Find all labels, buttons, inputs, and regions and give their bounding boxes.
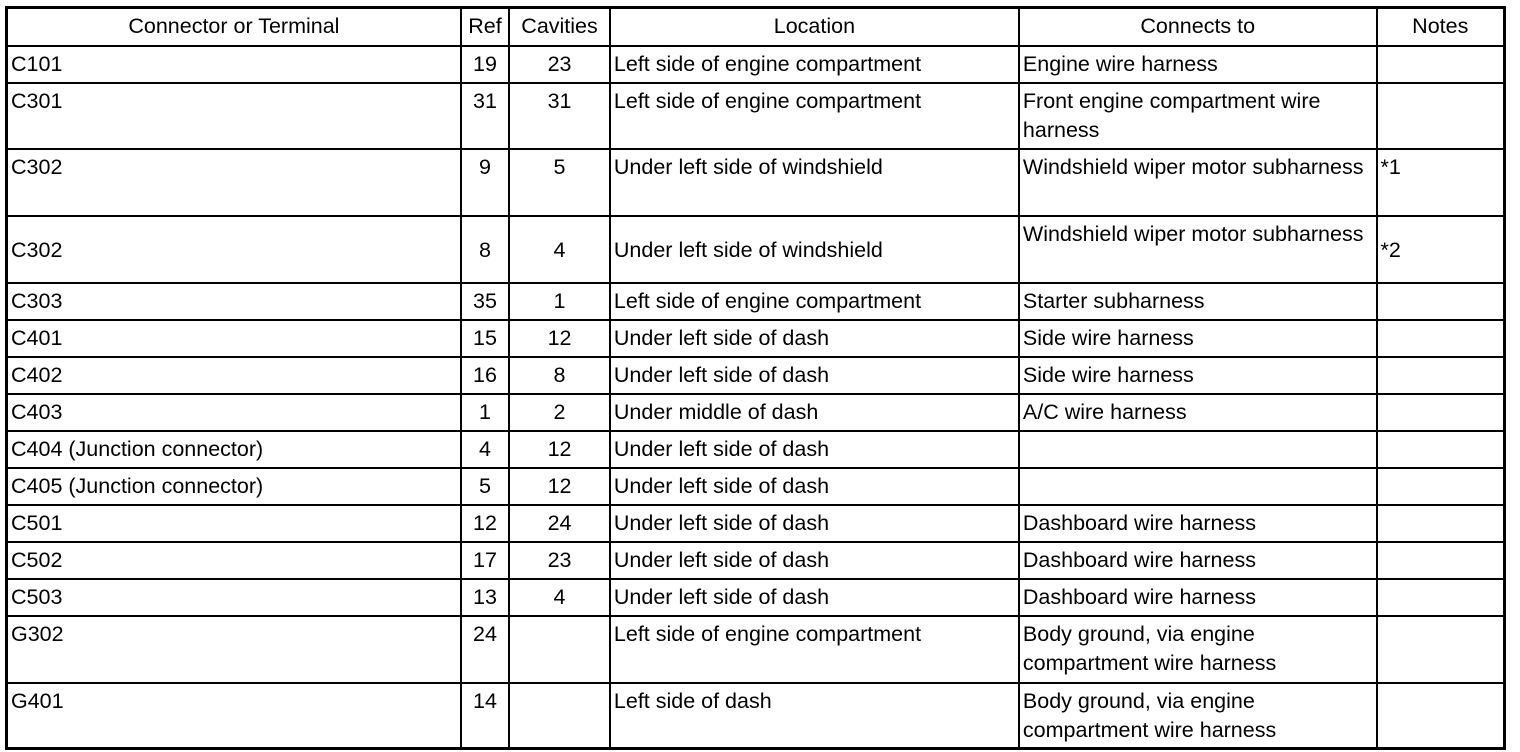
header-ref: Ref <box>461 8 509 46</box>
connector-cell: C302 <box>7 149 461 216</box>
connects-to-cell: Engine wire harness <box>1019 46 1377 83</box>
location-cell: Left side of engine compartment <box>610 616 1019 683</box>
table-row <box>7 320 1505 357</box>
connector-cell: C403 <box>7 394 461 431</box>
cavities-cell <box>509 616 610 683</box>
connector-cell: C402 <box>7 357 461 394</box>
connects-to-cell: Dashboard wire harness <box>1019 542 1377 579</box>
connects-to-cell: Side wire harness <box>1019 357 1377 394</box>
table-row <box>7 683 1505 749</box>
cavities-cell: 2 <box>509 394 610 431</box>
table-row <box>7 616 1505 683</box>
connector-cell: C405 (Junction connector) <box>7 468 461 505</box>
table-row <box>7 149 1505 216</box>
connector-cell: C301 <box>7 83 461 149</box>
notes-cell: *1 <box>1377 149 1505 216</box>
ref-cell: 13 <box>461 579 509 616</box>
ref-cell: 19 <box>461 46 509 83</box>
notes-cell <box>1377 542 1505 579</box>
location-cell: Under left side of windshield <box>610 216 1019 283</box>
connector-cell: C302 <box>7 216 461 283</box>
table-row <box>7 83 1505 149</box>
location-cell: Left side of engine compartment <box>610 83 1019 149</box>
table-row <box>7 505 1505 542</box>
notes-cell <box>1377 616 1505 683</box>
notes-cell <box>1377 431 1505 468</box>
header-connects-to: Connects to <box>1019 8 1377 46</box>
notes-cell <box>1377 683 1505 749</box>
location-cell: Under left side of dash <box>610 320 1019 357</box>
notes-cell <box>1377 46 1505 83</box>
notes-cell <box>1377 468 1505 505</box>
cavities-cell: 4 <box>509 216 610 283</box>
cavities-cell: 31 <box>509 83 610 149</box>
cavities-cell: 12 <box>509 468 610 505</box>
table-row <box>7 431 1505 468</box>
notes-cell <box>1377 394 1505 431</box>
connector-cell: C404 (Junction connector) <box>7 431 461 468</box>
connects-to-cell: Dashboard wire harness <box>1019 579 1377 616</box>
connects-to-cell: Body ground, via engine compartment wire harness <box>1019 616 1377 683</box>
header-location: Location <box>610 8 1019 46</box>
location-cell: Under left side of dash <box>610 431 1019 468</box>
location-cell: Under left side of windshield <box>610 149 1019 216</box>
connector-table <box>5 6 1506 750</box>
location-cell: Under left side of dash <box>610 505 1019 542</box>
ref-cell: 1 <box>461 394 509 431</box>
location-cell: Under left side of dash <box>610 579 1019 616</box>
header-notes: Notes <box>1377 8 1505 46</box>
notes-cell <box>1377 83 1505 149</box>
notes-cell <box>1377 357 1505 394</box>
table-row <box>7 46 1505 83</box>
header-row <box>7 8 1505 46</box>
table-row <box>7 357 1505 394</box>
ref-cell: 4 <box>461 431 509 468</box>
ref-cell: 31 <box>461 83 509 149</box>
connects-to-cell: A/C wire harness <box>1019 394 1377 431</box>
ref-cell: 24 <box>461 616 509 683</box>
header-cavities: Cavities <box>509 8 610 46</box>
connects-to-cell: Front engine compartment wire harness <box>1019 83 1377 149</box>
cavities-cell <box>509 683 610 749</box>
connector-cell: G401 <box>7 683 461 749</box>
location-cell: Under left side of dash <box>610 357 1019 394</box>
connects-to-cell: Windshield wiper motor subharness <box>1019 216 1377 283</box>
connects-to-cell: Dashboard wire harness <box>1019 505 1377 542</box>
location-cell: Left side of dash <box>610 683 1019 749</box>
notes-cell <box>1377 320 1505 357</box>
cavities-cell: 24 <box>509 505 610 542</box>
ref-cell: 12 <box>461 505 509 542</box>
ref-cell: 14 <box>461 683 509 749</box>
connects-to-cell: Body ground, via engine compartment wire harness <box>1019 683 1377 749</box>
ref-cell: 15 <box>461 320 509 357</box>
notes-cell: *2 <box>1377 216 1505 283</box>
connector-cell: C503 <box>7 579 461 616</box>
ref-cell: 35 <box>461 283 509 320</box>
ref-cell: 16 <box>461 357 509 394</box>
ref-cell: 9 <box>461 149 509 216</box>
connector-cell: C401 <box>7 320 461 357</box>
cavities-cell: 5 <box>509 149 610 216</box>
table-row <box>7 283 1505 320</box>
connects-to-cell: Windshield wiper motor subharness <box>1019 149 1377 216</box>
cavities-cell: 23 <box>509 46 610 83</box>
cavities-cell: 12 <box>509 320 610 357</box>
cavities-cell: 12 <box>509 431 610 468</box>
location-cell: Under left side of dash <box>610 468 1019 505</box>
notes-cell <box>1377 579 1505 616</box>
cavities-cell: 1 <box>509 283 610 320</box>
ref-cell: 8 <box>461 216 509 283</box>
cavities-cell: 4 <box>509 579 610 616</box>
location-cell: Left side of engine compartment <box>610 46 1019 83</box>
ref-cell: 5 <box>461 468 509 505</box>
connector-cell: G302 <box>7 616 461 683</box>
notes-cell <box>1377 505 1505 542</box>
header-connector: Connector or Terminal <box>7 8 461 46</box>
connector-cell: C501 <box>7 505 461 542</box>
location-cell: Under middle of dash <box>610 394 1019 431</box>
location-cell: Under left side of dash <box>610 542 1019 579</box>
table-row <box>7 468 1505 505</box>
location-cell: Left side of engine compartment <box>610 283 1019 320</box>
notes-cell <box>1377 283 1505 320</box>
connects-to-cell: Starter subharness <box>1019 283 1377 320</box>
connects-to-cell <box>1019 431 1377 468</box>
table-row <box>7 394 1505 431</box>
table-row <box>7 579 1505 616</box>
table-row <box>7 542 1505 579</box>
cavities-cell: 23 <box>509 542 610 579</box>
table-row <box>7 216 1505 283</box>
connector-cell: C101 <box>7 46 461 83</box>
ref-cell: 17 <box>461 542 509 579</box>
connector-cell: C303 <box>7 283 461 320</box>
cavities-cell: 8 <box>509 357 610 394</box>
connects-to-cell <box>1019 468 1377 505</box>
connects-to-cell: Side wire harness <box>1019 320 1377 357</box>
connector-cell: C502 <box>7 542 461 579</box>
